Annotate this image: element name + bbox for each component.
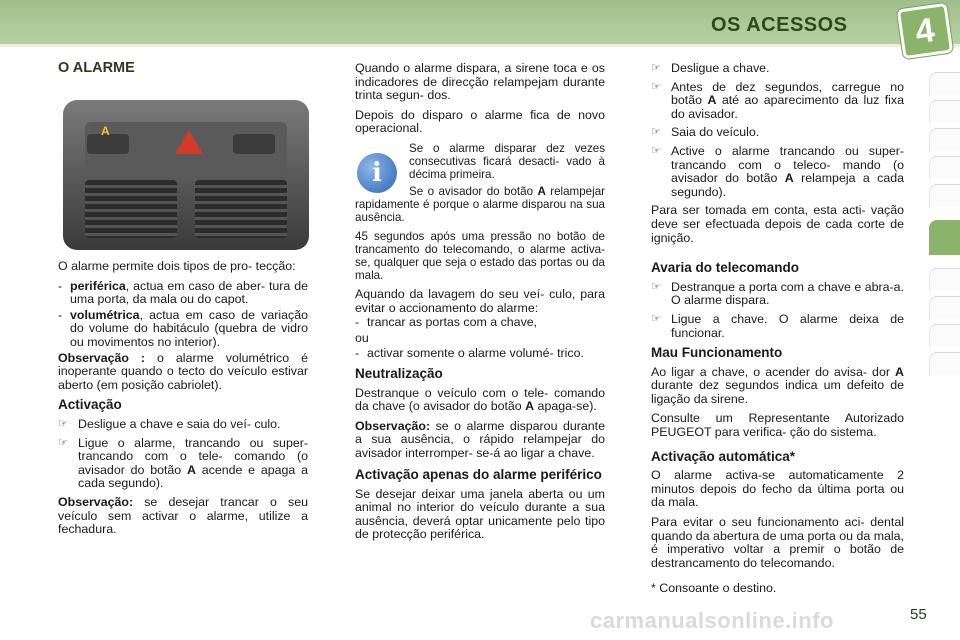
paragraph: Depois do disparo o alarme fica de novo operacional.: [355, 107, 605, 136]
step-item: [58, 418, 308, 432]
section-heading-alarm: O ALARME: [58, 60, 135, 76]
side-tab[interactable]: [929, 296, 960, 319]
finger-pointer-icon: ☞: [58, 436, 68, 449]
observation-text: o alarme volumétrico é inoperante quando o tecto do veículo estivar aberto (em posição cabriolet).: [58, 350, 309, 392]
text-part: relampejar rapidamente é porque o alarme disparou na sua ausência.: [355, 184, 605, 224]
step-text: Saia do veículo.: [671, 125, 760, 140]
step-item: [651, 81, 904, 122]
dash-marker: -: [355, 346, 360, 361]
side-tab-active[interactable]: [929, 220, 960, 255]
finger-pointer-icon: ☞: [651, 80, 661, 93]
step-text-a: Antes de dez segundos, carregue no botão: [671, 79, 904, 108]
step-item: [58, 437, 308, 491]
section-heading-malfunction: Mau Funcionamento: [651, 345, 783, 361]
wash-item: [355, 347, 605, 361]
button-ref: A: [537, 184, 546, 198]
button-ref: A: [525, 399, 535, 414]
footnote: * Consoante o destino.: [651, 581, 777, 596]
column-3: [651, 62, 904, 602]
text-part: durante dez segundos indica um defeito de ligação da sirene.: [651, 378, 904, 406]
step-item: [651, 313, 904, 340]
section-heading-activation: Activação: [58, 397, 122, 413]
text-part: Destranque o veículo com o tele- comando da chave (o avisador do botão: [355, 385, 605, 414]
dashboard-photo: [63, 100, 309, 250]
alarm-type-text: [70, 309, 308, 350]
info-note-text: Se o alarme disparar dez vezes consecutivas ficará desacti- vado à décima primeira.: [409, 141, 605, 181]
alarm-type-text: [70, 280, 308, 307]
text-part: Ao ligar a chave, o acender do avisa- dor: [651, 364, 896, 379]
info-icon: i: [357, 153, 397, 193]
paragraph: Para ser tomada em conta, esta acti- vação deve ser efectuada depois de cada corte de ignição.: [651, 203, 904, 245]
dash-marker: -: [58, 307, 63, 322]
step-text-a: Ligue o alarme, trancando ou super-trancando com o tele- comando (o avisador do botão: [78, 435, 308, 477]
observation-text: se desejar trancar o seu veículo sem activar o alarme, utilize a fechadura.: [58, 494, 308, 537]
wash-text: trancar as portas com a chave,: [367, 315, 538, 330]
observation-3: [355, 420, 605, 461]
side-tab[interactable]: [929, 268, 960, 291]
finger-pointer-icon: ☞: [651, 126, 661, 139]
section-heading-remote-failure: Avaria do telecomando: [651, 260, 800, 276]
section-heading-peripheral: Activação apenas do alarme periférico: [355, 466, 602, 482]
paragraph: Para evitar o seu funcionamento aci- dental quando da abertura de uma porta ou da mala, é imperativo voltar a premir o botão de destrancamento do telecomando.: [651, 515, 904, 570]
dash-marker: -: [58, 278, 63, 293]
alarm-type-name: periférica: [70, 278, 126, 293]
step-text-b: acende e apaga a cada segundo).: [78, 462, 308, 491]
side-tab[interactable]: [929, 184, 960, 207]
paragraph: Consulte um Representante Autorizado PEUGEOT para verifica- ção do sistema.: [651, 411, 904, 440]
alarm-type-item: [58, 309, 308, 350]
wash-text: activar somente o alarme volumé- trico.: [367, 346, 584, 361]
observation-text: se o alarme disparou durante a sua ausência, o rápido relampejar do avisador interromper- se-á ao ligar a chave.: [355, 418, 605, 460]
paragraph: [651, 366, 904, 407]
header-divider: [0, 44, 960, 47]
step-item: [651, 126, 904, 140]
button-ref: A: [187, 462, 196, 477]
column-1-text: [58, 260, 308, 543]
finger-pointer-icon: ☞: [58, 417, 68, 430]
text-part: apaga-se).: [534, 399, 597, 414]
dash-marker: -: [355, 315, 360, 330]
side-tab[interactable]: [929, 352, 960, 375]
side-tab[interactable]: [929, 100, 960, 123]
alarm-type-item: [58, 280, 308, 307]
air-vent: [85, 180, 177, 238]
step-text: Ligue a chave. O alarme deixa de funcionar.: [671, 311, 904, 340]
page-title: OS ACESSOS: [711, 14, 848, 36]
paragraph: [355, 387, 605, 414]
chapter-badge: 4: [897, 3, 953, 59]
button-ref: A: [784, 171, 794, 186]
section-heading-auto-activation: Activação automática*: [651, 448, 796, 464]
step-text: Destranque a porta com a chave e abra-a. O alarme dispara.: [671, 279, 904, 308]
photo-label-a: A: [101, 124, 110, 138]
watermark: carmanualsonline.info: [590, 608, 834, 633]
step-item: [651, 62, 904, 76]
finger-pointer-icon: ☞: [651, 280, 661, 293]
side-tab[interactable]: [929, 128, 960, 151]
button-ref: A: [895, 364, 904, 379]
hazard-icon: [175, 130, 203, 154]
alarm-type-desc: , actua em caso de aber- tura de uma porta, da mala ou do capot.: [70, 278, 308, 307]
step-text: [671, 81, 904, 122]
step-text: [671, 145, 904, 199]
side-tab[interactable]: [929, 156, 960, 179]
paragraph: O alarme activa-se automaticamente 2 minutos depois do fecho da última porta ou da mala.: [651, 468, 904, 510]
paragraph: Aquando da lavagem do seu veí- culo, para evitar o accionamento do alarme:: [355, 286, 605, 315]
side-tab[interactable]: [929, 324, 960, 347]
observation-label: Observação :: [58, 350, 146, 365]
paragraph: Se desejar deixar uma janela aberta ou um animal no interior do veículo durante a sua ausência, deverá optar unicamente pelo tipo de protecção periférica.: [355, 486, 605, 542]
finger-pointer-icon: ☞: [651, 144, 661, 157]
button-ref: A: [707, 93, 717, 108]
info-note-text-2: [355, 185, 605, 224]
air-vent: [195, 180, 287, 238]
step-text: Desligue a chave e saia do veí- culo.: [78, 416, 281, 431]
finger-pointer-icon: ☞: [651, 312, 661, 325]
step-text-a: Active o alarme trancando ou super-trancando com o teleco- mando (o avisador do botão: [671, 143, 904, 186]
step-text: [78, 437, 308, 491]
step-text-b: até ao aparecimento da luz fixa do avisador.: [671, 93, 904, 121]
finger-pointer-icon: ☞: [651, 62, 661, 74]
page-number: 55: [910, 606, 927, 623]
lock-button: [233, 134, 275, 154]
paragraph: 45 segundos após uma pressão no botão de trancamento do telecomando, o alarme activa-se, qualquer que seja o estado das portas ou da mala.: [355, 229, 605, 282]
section-heading-neutralization: Neutralização: [355, 365, 443, 381]
or-text: ou: [355, 330, 369, 345]
step-item: [651, 145, 904, 199]
alarm-type-desc: , actua em caso de variação do volume do habitáculo (quebra de vidro ou movimentos no interior).: [70, 307, 308, 349]
observation-2: [58, 496, 308, 537]
column-2: [355, 62, 605, 548]
observation-1: [58, 352, 308, 393]
paragraph: Quando o alarme dispara, a sirene toca e os indicadores de direcção relampejam durante trinta segun- dos.: [355, 61, 605, 103]
step-text-b: relampeja a cada segundo).: [671, 171, 904, 199]
step-text: Desligue a chave.: [671, 61, 770, 75]
observation-label: Observação:: [58, 494, 134, 509]
alarm-intro: O alarme permite dois tipos de pro- tecção:: [58, 259, 296, 273]
step-item: [651, 281, 904, 308]
column-1: [58, 62, 308, 84]
alarm-type-name: volumétrica: [70, 307, 140, 322]
observation-label: Observação:: [355, 418, 431, 433]
text-part: Se o avisador do botão: [409, 184, 538, 198]
wash-item: [355, 316, 605, 330]
side-tab[interactable]: [929, 72, 960, 95]
